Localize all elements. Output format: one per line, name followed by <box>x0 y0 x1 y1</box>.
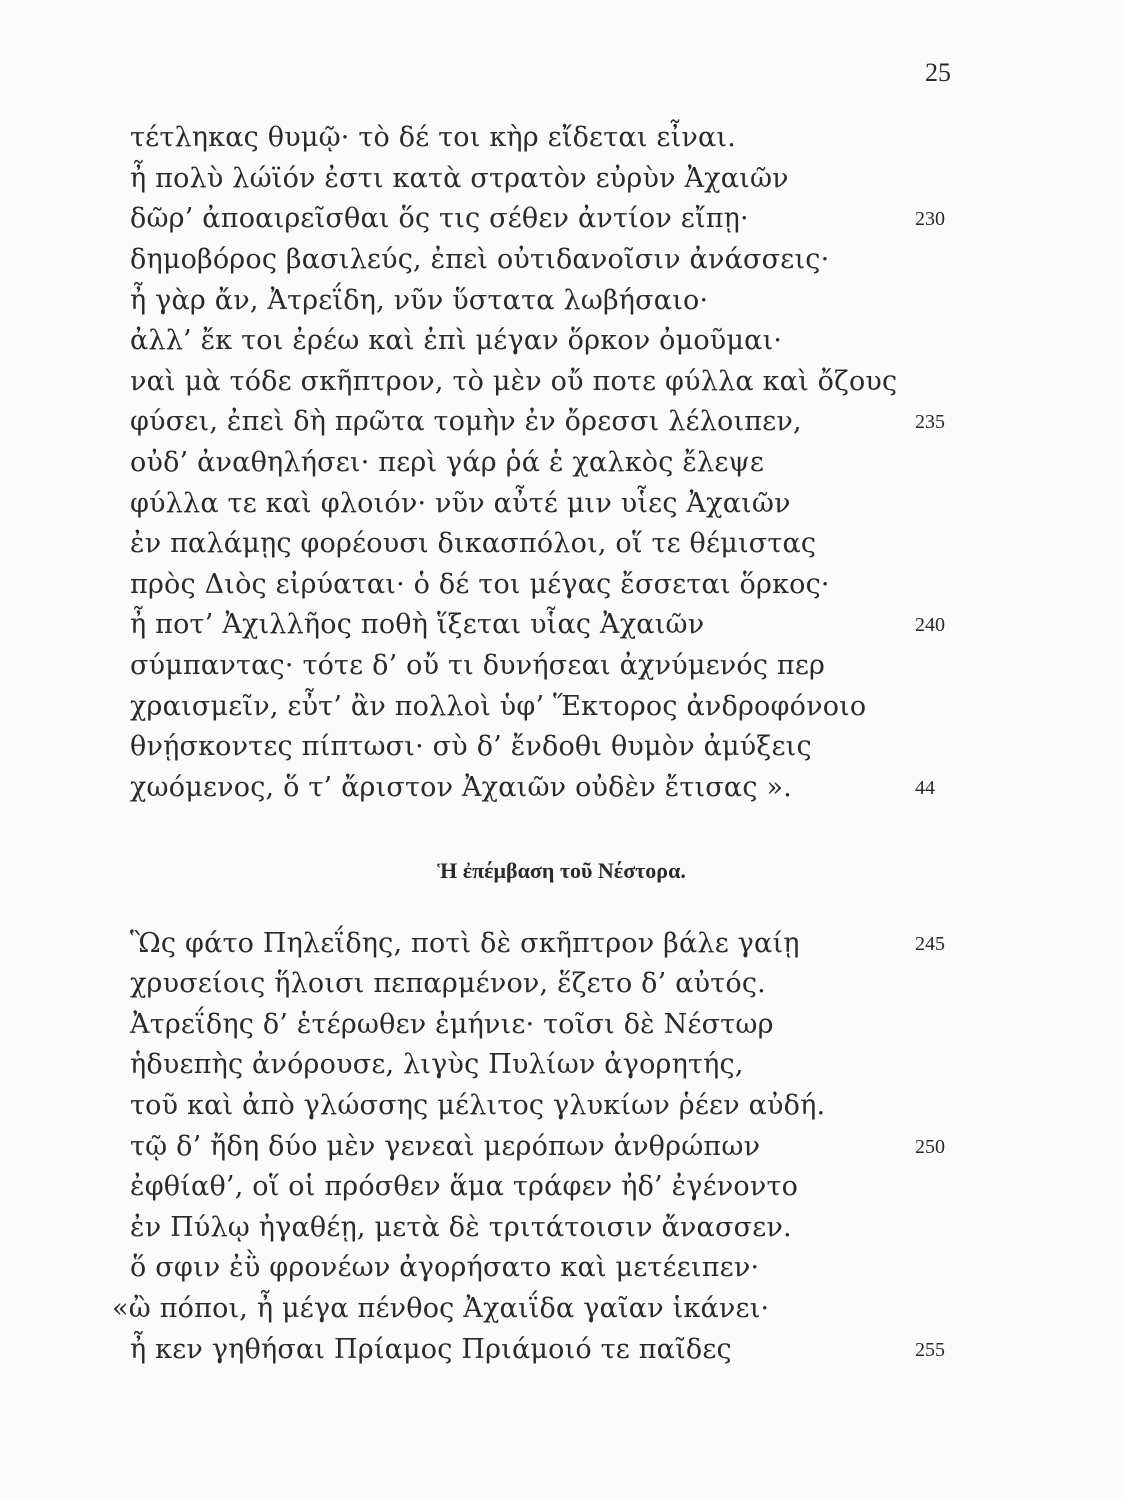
verse-line: δημοβόρος βασιλεύς, ἐπεὶ οὐτιδανοῖσιν ἀνάσσεις· <box>130 244 830 275</box>
verse-line: Ὣς φάτο Πηλεΐδης, ποτὶ δὲ σκῆπτρον βάλε γαίῃ <box>130 928 800 959</box>
verse-line: χρυσείοις ἥλοισι πεπαρμένον, ἕζετο δ’ αὐτός. <box>130 968 766 999</box>
verse-line: ἡδυεπὴς ἀνόρουσε, λιγὺς Πυλίων ἀγορητής, <box>130 1049 744 1080</box>
verse-line: φύλλα τε καὶ φλοιόν· νῦν αὖτέ μιν υἷες Ἀχαιῶν <box>130 488 791 519</box>
verse-line: οὐδ’ ἀναθηλήσει· περὶ γάρ ῥά ἑ χαλκὸς ἔλεψε <box>130 447 765 478</box>
line-number: 240 <box>915 614 945 636</box>
line-number: 230 <box>915 208 945 230</box>
line-number: 245 <box>915 933 945 955</box>
verse-line: ναὶ μὰ τόδε σκῆπτρον, τὸ μὲν οὔ ποτε φύλλα καὶ ὄζους <box>130 366 898 397</box>
verse-line: ἦ ποτ’ Ἀχιλλῆος ποθὴ ἵξεται υἷας Ἀχαιῶν <box>130 609 705 640</box>
verse-line: θνῄσκοντες πίπτωσι· σὺ δ’ ἔνδοθι θυμὸν ἀμύξεις <box>130 731 812 762</box>
verse-line: ἐν παλάμῃς φορέουσι δικασπόλοι, οἵ τε θέμιστας <box>130 528 817 559</box>
verse-line: ἐν Πύλῳ ἠγαθέῃ, μετὰ δὲ τριτάτοισιν ἄνασσεν. <box>130 1212 792 1243</box>
verse-line: φύσει, ἐπεὶ δὴ πρῶτα τομὴν ἐν ὄρεσσι λέλοιπεν, <box>130 406 802 437</box>
verse-line: τοῦ καὶ ἀπὸ γλώσσης μέλιτος γλυκίων ῥέεν αὐδή. <box>130 1090 826 1121</box>
verse-line: ἦ γὰρ ἄν, Ἀτρεΐδη, νῦν ὕστατα λωβήσαιο· <box>130 285 709 316</box>
verse-line: «ὢ πόποι, ἦ μέγα πένθος Ἀχαιΐδα γαῖαν ἱκάνει· <box>112 1293 770 1324</box>
verse-line: τῷ δ’ ἤδη δύο μὲν γενεαὶ μερόπων ἀνθρώπων <box>130 1131 761 1162</box>
verse-line: ὅ σφιν ἐῢ φρονέων ἀγορήσατο καὶ μετέειπεν· <box>130 1252 760 1283</box>
page-number: 25 <box>925 58 951 87</box>
verse-line: δῶρ’ ἀποαιρεῖσθαι ὅς τις σέθεν ἀντίον εἴπῃ· <box>130 203 749 234</box>
verse-line: Ἀτρεΐδης δ’ ἑτέρωθεν ἐμήνιε· τοῖσι δὲ Νέστωρ <box>130 1009 774 1040</box>
line-number: 255 <box>915 1339 945 1361</box>
verse-line: ἐφθίαθ’, οἵ οἱ πρόσθεν ἅμα τράφεν ἠδ’ ἐγένοντο <box>130 1171 799 1202</box>
verse-line: σύμπαντας· τότε δ’ οὔ τι δυνήσεαι ἀχνύμενός περ <box>130 650 826 681</box>
verse-line: ἀλλ’ ἔκ τοι ἐρέω καὶ ἐπὶ μέγαν ὅρκον ὀμοῦμαι· <box>130 325 783 356</box>
verse-line: χωόμενος, ὅ τ’ ἄριστον Ἀχαιῶν οὐδὲν ἔτισας ». <box>130 772 792 803</box>
verse-line: ἦ κεν γηθήσαι Πρίαμος Πριάμοιό τε παῖδες <box>130 1334 732 1365</box>
verse-line: χραισμεῖν, εὖτ’ ἂν πολλοὶ ὑφ’ Ἕκτορος ἀνδροφόνοιο <box>130 691 867 722</box>
verse-line: πρὸς Διὸς εἰρύαται· ὁ δέ τοι μέγας ἔσσεται ὅρκος· <box>130 569 830 600</box>
line-number: 250 <box>915 1136 945 1158</box>
verse-line: τέτληκας θυμῷ· τὸ δέ τοι κὴρ εἴδεται εἶναι. <box>130 122 736 153</box>
line-number: 235 <box>915 411 945 433</box>
section-heading: Ἡ ἐπέμβαση τοῦ Νέστορα. <box>437 858 686 883</box>
line-number: 44 <box>915 777 935 799</box>
verse-line: ἦ πολὺ λώϊόν ἐστι κατὰ στρατὸν εὐρὺν Ἀχαιῶν <box>130 163 789 194</box>
